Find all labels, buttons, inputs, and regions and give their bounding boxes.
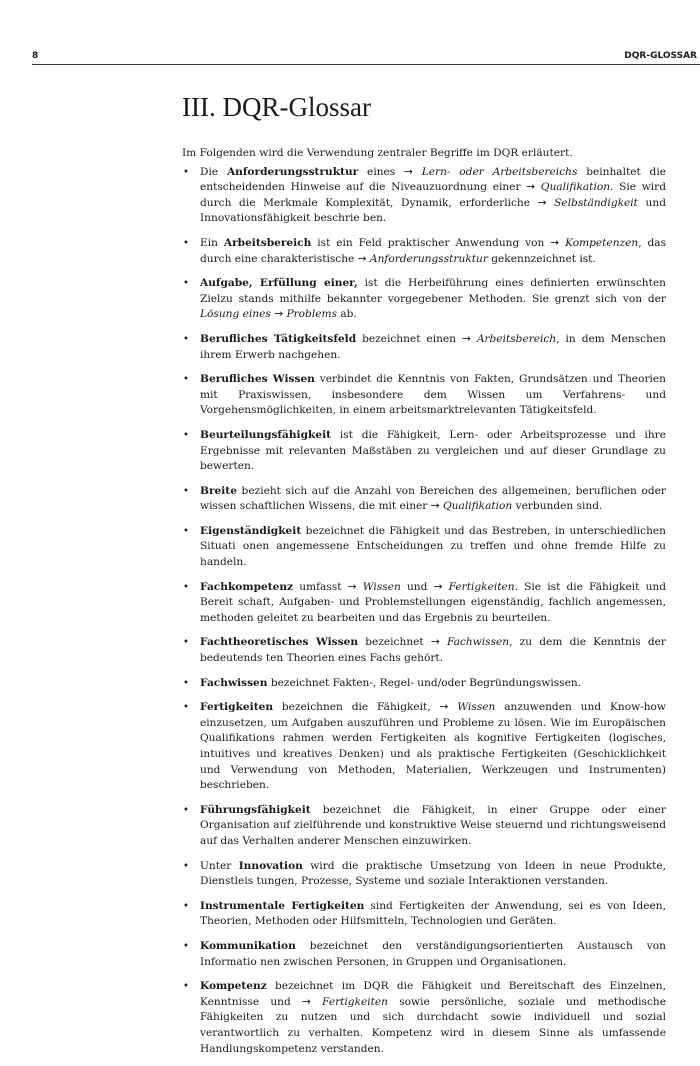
entry-text: ist die Herbeiführung eines definierten erwünschten Zielzu stands mithilfe bekannter vorgegebener Methoden. Sie grenzt sich von der xyxy=(200,277,666,305)
entry-term: Innovation xyxy=(238,859,303,872)
entry-term: Anforderungsstruktur xyxy=(226,165,359,178)
glossary-entry xyxy=(182,939,666,970)
entry-term: Eigenständigkeit xyxy=(200,524,302,537)
running-section-title: DQR-GLOSSAR xyxy=(624,51,697,61)
entry-term: Berufliches Tätigkeitsfeld xyxy=(200,332,357,345)
emphasis-text: Lösung eines xyxy=(200,308,271,321)
entry-text: verbunden sind. xyxy=(512,500,603,513)
bullet-icon: • xyxy=(183,429,189,441)
entry-term: Fachtheoretisches Wissen xyxy=(200,636,359,649)
entry-text: gekennzeichnet ist. xyxy=(487,252,596,265)
entry-text: eines xyxy=(358,165,405,178)
entry-text: wird die praktische Umsetzung von Ideen in neue Produkte, Dienstleis tungen, Prozesse, Systeme und soziale Interaktionen verstanden. xyxy=(200,859,666,888)
glossary-entry xyxy=(182,428,666,475)
cross-reference: Lern- oder Arbeitsbereichs xyxy=(421,165,578,178)
entry-text: bezeichnet die Fähigkeit und das Bestreben, in unterschiedlichen Situati onen angemessene Entscheidungen zu treffen und ohne fremde Hilfe zu handeln. xyxy=(200,524,666,569)
bullet-icon: • xyxy=(183,900,189,912)
bullet-icon: • xyxy=(183,940,189,952)
arrow-right-icon: → xyxy=(357,252,370,265)
cross-reference: Anforderungsstruktur xyxy=(369,252,488,265)
glossary-entry xyxy=(182,332,666,363)
entry-lead-text: Ein xyxy=(200,236,224,249)
entry-term: Beurteilungsfähigkeit xyxy=(200,428,331,441)
bullet-icon: • xyxy=(183,166,189,178)
glossary-entry xyxy=(182,372,666,419)
glossary-entry xyxy=(182,580,666,627)
arrow-right-icon: → xyxy=(301,995,323,1008)
arrow-right-icon: → xyxy=(439,701,458,714)
bullet-icon: • xyxy=(183,278,189,290)
bullet-icon: • xyxy=(183,804,189,816)
bullet-icon: • xyxy=(183,860,189,872)
entry-lead-text: Unter xyxy=(200,859,239,872)
cross-reference: Qualifikation xyxy=(443,500,513,513)
glossary-list xyxy=(182,165,666,1058)
entry-term: Aufgabe, Erfüllung einer, xyxy=(200,277,358,290)
arrow-right-icon: → xyxy=(347,580,363,593)
header-divider xyxy=(32,64,700,65)
glossary-body xyxy=(182,146,666,1066)
entry-text: bezeichnet die Fähigkeit, in einer Gruppe oder einer Organisation auf zielführende und konstruktive Weise steuernd und richtungsweisend auf das Verhalten anderer Menschen einzuwirken. xyxy=(200,803,666,847)
arrow-right-icon: → xyxy=(461,332,477,345)
entry-text: . Sie wird durch die Merkmale Komplexität, Dynamik, erforderliche xyxy=(200,181,666,209)
cross-reference: Arbeitsbereich xyxy=(476,332,557,345)
entry-term: Breite xyxy=(200,484,237,497)
entry-text: bezeichnet den verständigungsorientierten Austausch von Informatio nen zwischen Personen, in Gruppen und Organisationen. xyxy=(200,939,666,968)
arrow-right-icon: → xyxy=(550,236,566,249)
entry-term: Berufliches Wissen xyxy=(200,373,315,386)
entry-text: ist ein Feld praktischer Anwendung von xyxy=(311,236,551,249)
page-number: 8 xyxy=(32,51,39,61)
entry-term: Kommunikation xyxy=(200,939,296,952)
bullet-icon: • xyxy=(183,525,189,537)
entry-text: bezieht sich auf die Anzahl von Bereichen des allgemeinen, beruflichen oder wissen schaftlichen Wissens, die mit einer xyxy=(200,484,666,513)
entry-term: Fachkompetenz xyxy=(200,580,294,593)
entry-text: ab. xyxy=(336,308,357,321)
entry-text: verbindet die Kenntnis von Fakten, Grundsätzen und Theorien mit Praxiswissen, insbesondere dem Wissen um Verfahrens- und Vorgehensmöglichkeiten, in einem arbeitsmarktrelevanten Tätigkeitsfeld. xyxy=(200,373,666,417)
entry-text: sowie persönliche, soziale und methodische Fähigkeiten zu nutzen und sich durchdacht sowie individuell und sozial verantwortlich zu verhalten. Kompetenz wird in diesem Sinne als umfassende Handlungskompetenz verstanden. xyxy=(200,995,667,1055)
entry-text: bezeichnet Fakten-, Regel- und/oder Begründungswissen. xyxy=(267,676,582,689)
glossary-entry xyxy=(182,700,666,794)
arrow-right-icon: → xyxy=(433,580,449,593)
cross-reference: Wissen xyxy=(362,580,401,593)
arrow-right-icon: → xyxy=(430,500,443,513)
cross-reference: Fertigkeiten xyxy=(448,580,515,593)
entry-text: , in dem Menschen ihrem Erwerb nachgehen. xyxy=(200,332,666,361)
entry-term: Instrumentale Fertigkeiten xyxy=(200,899,365,912)
entry-text: , das durch eine charakteristische xyxy=(200,236,667,265)
glossary-entry xyxy=(182,803,666,850)
bullet-icon: • xyxy=(183,702,189,714)
bullet-icon: • xyxy=(183,374,189,386)
intro-paragraph: Im Folgenden wird die Verwendung zentraler Begriffe im DQR erläutert. xyxy=(182,147,573,159)
glossary-entry xyxy=(182,524,666,571)
bullet-icon: • xyxy=(183,333,189,345)
entry-text: umfasst xyxy=(293,580,348,593)
glossary-entry xyxy=(182,899,666,930)
entry-term: Kompetenz xyxy=(200,980,267,993)
glossary-entry xyxy=(182,635,666,666)
glossary-entry xyxy=(182,165,666,227)
bullet-icon: • xyxy=(183,677,189,689)
bullet-icon: • xyxy=(183,485,189,497)
arrow-right-icon: → xyxy=(526,181,541,194)
cross-reference: Wissen xyxy=(457,701,496,714)
cross-reference: Kompetenzen xyxy=(565,236,639,249)
glossary-entry xyxy=(182,276,666,323)
bullet-icon: • xyxy=(183,637,189,649)
arrow-right-icon: → xyxy=(537,196,555,209)
glossary-entry xyxy=(182,484,666,515)
entry-text: beinhaltet die entscheidenden Hinweise auf die Niveauzuordnung einer xyxy=(200,165,666,194)
entry-text: ist die Fähigkeit, Lern- oder Arbeitsprozesse und ihre Ergebnisse mit relevanten Maßstäben zu vergleichen und auf dieser Grundlage zu bewerten. xyxy=(200,428,666,473)
page-title: III. DQR-Glossar xyxy=(182,92,371,122)
entry-text: und Innovationsfähigkeit beschrie ben. xyxy=(200,196,666,225)
entry-text: sind Fertigkeiten der Anwendung, sei es von Ideen, Theorien, Methoden oder Hilfsmitteln, Technologien und Geräten. xyxy=(200,899,666,928)
entry-lead-text: Die xyxy=(200,165,227,178)
glossary-entry xyxy=(182,859,666,890)
entry-term: Fachwissen xyxy=(200,676,268,689)
cross-reference: Problems xyxy=(286,308,337,321)
bullet-icon: • xyxy=(183,581,189,593)
entry-text: und xyxy=(400,580,434,593)
bullet-icon: • xyxy=(183,981,189,993)
entry-text: , zu dem die Kenntnis der bedeutends ten Theorien eines Fachs gehört. xyxy=(200,636,666,665)
entry-term: Fertigkeiten xyxy=(200,701,274,714)
entry-text: bezeichnen die Fähigkeit, xyxy=(273,701,440,714)
entry-text: . Sie ist die Fähigkeit und Bereit schaft, Aufgaben- und Problemstellungen eigenständig, fachlich angemessen, methoden geleitet zu bearbeiten und das Ergebnis zu beurteilen. xyxy=(200,580,666,624)
arrow-right-icon: → xyxy=(274,308,287,321)
cross-reference: Qualifikation xyxy=(540,181,611,194)
entry-term: Arbeitsbereich xyxy=(223,236,312,249)
entry-text: bezeichnet einen xyxy=(356,332,462,345)
cross-reference: Fachwissen xyxy=(446,636,510,649)
glossary-entry xyxy=(182,676,666,692)
arrow-right-icon: → xyxy=(404,165,422,178)
entry-text: bezeichnet xyxy=(358,636,431,649)
arrow-right-icon: → xyxy=(430,636,447,649)
glossary-entry xyxy=(182,236,666,267)
cross-reference: Fertigkeiten xyxy=(322,995,389,1008)
bullet-icon: • xyxy=(183,237,189,249)
entry-text: anzuwenden und Know-how einzusetzen, um Aufgaben auszuführen und Probleme zu lösen. Wie im Europäischen Qualifikations rahmen werden Fertigkeiten als kognitive Fertigkeiten (logisches, intuitives und kreatives Denken) und als praktische Fertigkeiten (Geschicklichkeit und Verwendung von Methoden, Materialien, Werkzeugen und Instrumenten) beschrieben. xyxy=(200,701,666,792)
entry-text: bezeichnet im DQR die Fähigkeit und Bereitschaft des Einzelnen, Kenntnisse und xyxy=(200,980,666,1008)
entry-term: Führungsfähigkeit xyxy=(200,803,311,816)
cross-reference: Selbständigkeit xyxy=(554,196,638,209)
glossary-entry xyxy=(182,979,666,1057)
